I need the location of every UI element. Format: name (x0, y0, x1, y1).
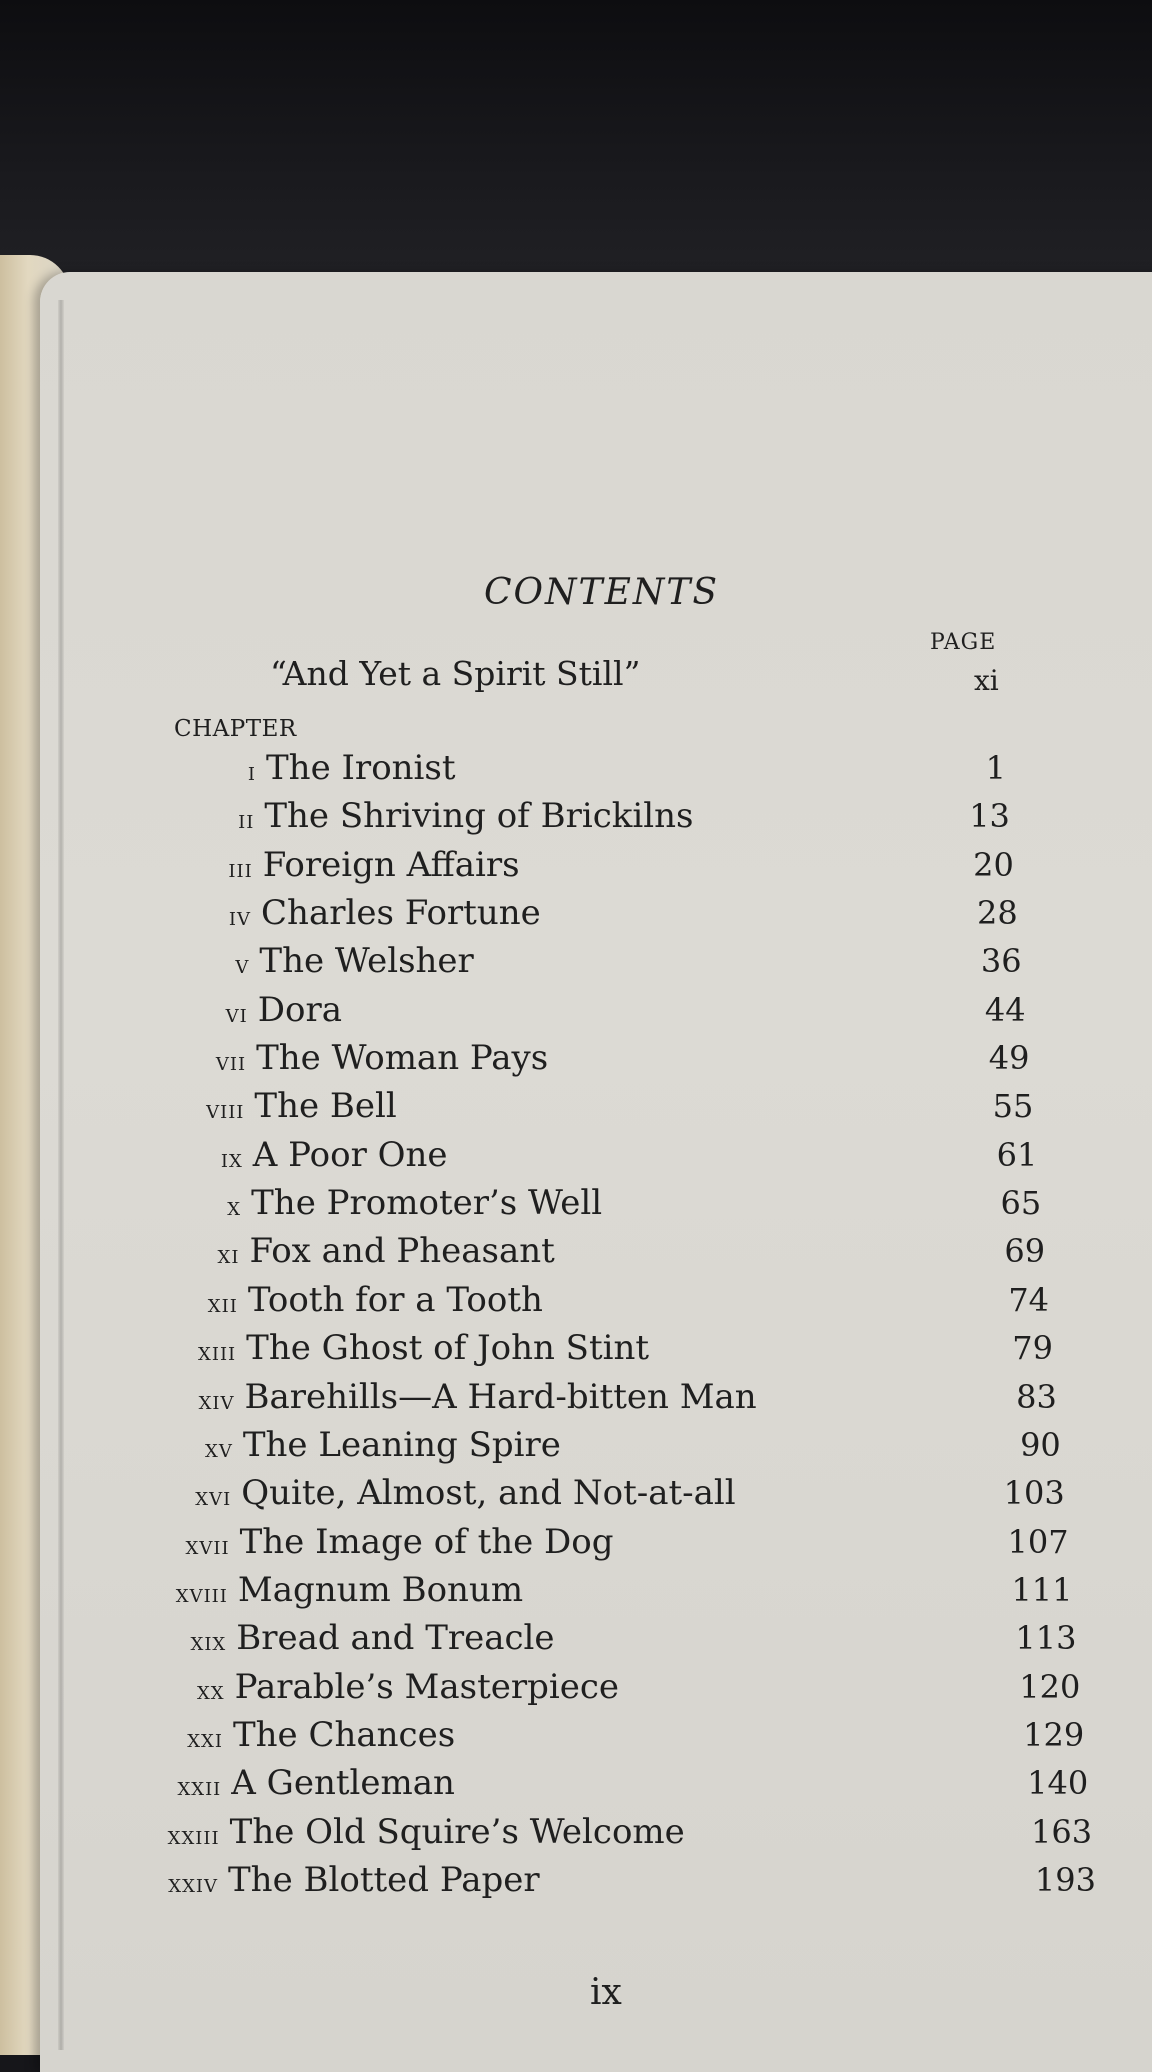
page-column-label: PAGE (930, 630, 997, 655)
chapter-page-number: 79 (1012, 1329, 1053, 1368)
contents-heading: CONTENTS (484, 572, 720, 613)
chapter-number: viii (206, 1095, 245, 1125)
chapter-title: The Leaning Spire (242, 1424, 561, 1465)
chapter-page-number: 20 (973, 845, 1014, 884)
chapter-page-number: 163 (1031, 1812, 1093, 1851)
toc-row (0, 1713, 1152, 1757)
chapter-page-number: 120 (1019, 1667, 1081, 1706)
chapter-page-number: 69 (1004, 1232, 1046, 1271)
toc-row (0, 1036, 1152, 1080)
chapter-page-number: 111 (1011, 1570, 1073, 1609)
chapter-title: Tooth for a Tooth (247, 1279, 543, 1320)
chapter-page-number: 129 (1023, 1715, 1085, 1754)
chapter-number: xiv (198, 1385, 235, 1415)
toc-row (0, 1858, 1152, 1902)
chapter-title: The Bell (254, 1086, 397, 1127)
chapter-title: Foreign Affairs (262, 844, 520, 885)
chapter-title: Magnum Bonum (237, 1569, 524, 1610)
chapter-number: xv (205, 1433, 233, 1463)
chapter-number: vii (215, 1047, 247, 1077)
toc-row (0, 1665, 1152, 1709)
chapter-title: A Poor One (252, 1134, 448, 1175)
chapter-page-number: 140 (1027, 1764, 1089, 1803)
chapter-title: The Blotted Paper (228, 1860, 540, 1900)
chapter-page-number: 103 (1003, 1474, 1065, 1513)
chapter-number: xxiii (167, 1820, 220, 1850)
chapter-page-number: 65 (1000, 1184, 1042, 1223)
toc-row (0, 891, 1152, 935)
chapter-number: xxii (177, 1772, 222, 1802)
chapter-title: Barehills—A Hard-bitten Man (244, 1376, 757, 1417)
chapter-title: The Welsher (259, 941, 474, 982)
chapter-number: vi (225, 998, 248, 1028)
toc-row (0, 1423, 1152, 1467)
chapter-number: xi (217, 1240, 240, 1270)
chapter-title: Charles Fortune (261, 893, 541, 934)
chapter-number: xxi (187, 1723, 223, 1753)
chapter-page-number: 107 (1007, 1522, 1069, 1561)
chapter-title: Quite, Almost, and Not-at-all (241, 1473, 736, 1514)
chapter-page-number: 61 (996, 1135, 1038, 1174)
chapter-title: The Chances (232, 1714, 456, 1755)
chapter-number: xix (190, 1627, 227, 1657)
toc-row (0, 1084, 1152, 1128)
chapter-page-number: 113 (1015, 1619, 1077, 1658)
toc-row (0, 794, 1152, 838)
toc-row (0, 1278, 1152, 1322)
chapter-number: xviii (175, 1578, 228, 1608)
chapter-page-number: 28 (977, 894, 1018, 933)
toc-row (0, 988, 1152, 1032)
toc-row (0, 1568, 1152, 1612)
chapter-page-number: 49 (988, 1039, 1030, 1078)
chapter-page-number: 36 (980, 942, 1022, 981)
chapter-number: ix (220, 1143, 243, 1173)
chapter-number: iii (228, 853, 253, 883)
chapter-title: The Image of the Dog (239, 1521, 614, 1562)
toc-row (0, 1616, 1152, 1660)
preface-page-number: xi (974, 664, 999, 697)
toc-row (0, 1229, 1152, 1273)
chapter-number: xx (196, 1675, 225, 1705)
chapter-column-label: CHAPTER (174, 716, 297, 742)
toc-row (0, 1520, 1152, 1564)
chapter-title: The Promoter’s Well (251, 1183, 603, 1224)
chapter-page-number: 1 (985, 749, 1006, 787)
chapter-page-number: 193 (1034, 1861, 1096, 1899)
chapter-number: xxiv (168, 1869, 218, 1898)
chapter-title: The Ghost of John Stint (246, 1328, 650, 1369)
toc-row (0, 1810, 1152, 1854)
toc-row (0, 939, 1152, 983)
chapter-page-number: 74 (1008, 1280, 1050, 1319)
toc-row (0, 746, 1152, 790)
dark-background (0, 0, 1152, 300)
chapter-number: xii (207, 1288, 238, 1318)
page-folio: ix (590, 1972, 622, 2013)
preface-title: “And Yet a Spirit Still” (270, 654, 641, 693)
chapter-title: A Gentleman (231, 1763, 455, 1804)
chapter-title: Bread and Treacle (236, 1618, 555, 1659)
chapter-title: Dora (257, 989, 342, 1030)
toc-row (0, 1133, 1152, 1177)
chapter-number: i (247, 757, 256, 786)
chapter-number: ii (238, 805, 255, 835)
toc-row (0, 1761, 1152, 1805)
chapter-page-number: 55 (992, 1087, 1034, 1126)
chapter-number: xiii (198, 1337, 237, 1367)
chapter-number: iv (228, 902, 252, 932)
toc-row (0, 1375, 1152, 1419)
chapter-page-number: 90 (1020, 1425, 1061, 1464)
chapter-title: Fox and Pheasant (249, 1231, 555, 1272)
chapter-page-number: 83 (1016, 1377, 1057, 1416)
chapter-title: Parable’s Masterpiece (234, 1666, 620, 1707)
chapter-page-number: 13 (969, 797, 1010, 836)
chapter-page-number: 44 (984, 990, 1026, 1029)
toc-row (0, 843, 1152, 887)
chapter-title: The Ironist (266, 748, 456, 788)
chapter-number: x (227, 1192, 242, 1222)
chapter-number: v (235, 950, 250, 980)
toc-row (0, 1181, 1152, 1225)
chapter-number: xvii (185, 1530, 230, 1560)
chapter-title: The Shriving of Brickilns (264, 796, 694, 837)
chapter-title: The Woman Pays (256, 1038, 549, 1079)
toc-row (0, 1471, 1152, 1515)
toc-row (0, 1326, 1152, 1370)
chapter-number: xvi (195, 1482, 232, 1512)
chapter-title: The Old Squire’s Welcome (229, 1811, 685, 1852)
